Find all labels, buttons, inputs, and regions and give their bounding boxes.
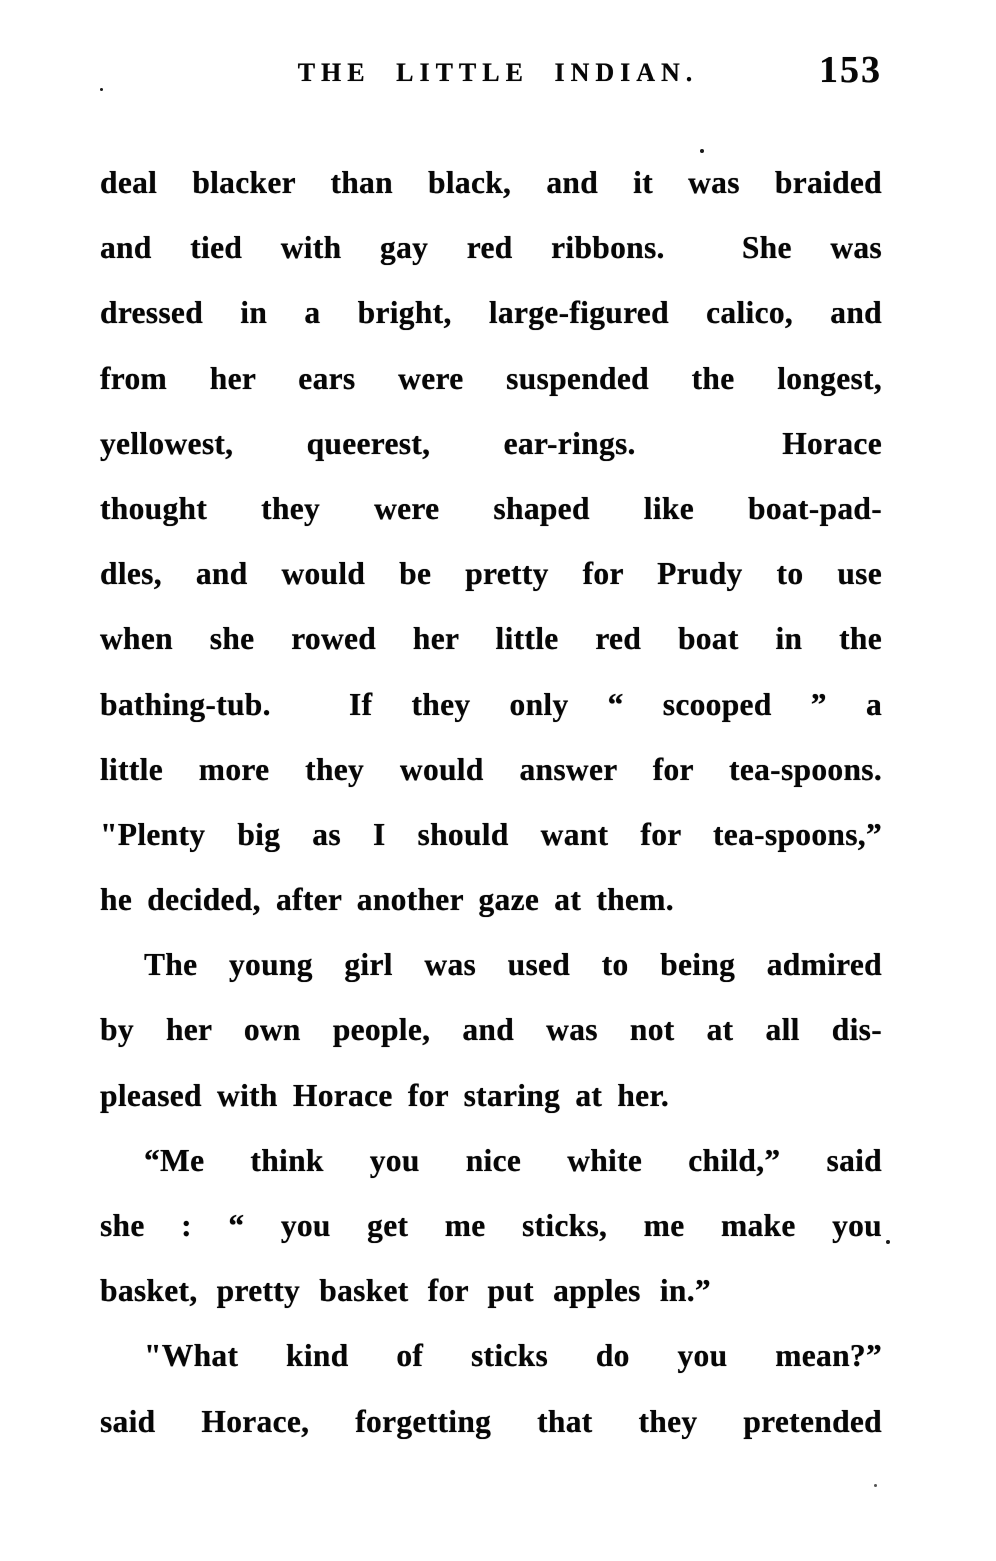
text-line: when she rowed her little red boat in the bbox=[100, 621, 882, 657]
text-line paragraph-start: “Me think you nice white child,” said bbox=[144, 1142, 882, 1178]
body-text-block bbox=[100, 150, 882, 1454]
text-line: yellowest, queerest, ear-rings. Horace bbox=[100, 425, 882, 461]
text-line paragraph-start: "What kind of sticks do you mean?” bbox=[144, 1338, 882, 1374]
text-line: dressed in a bright, large-figured calico, and bbox=[100, 295, 882, 331]
running-header-title: THE LITTLE INDIAN. bbox=[297, 58, 699, 87]
text-line: thought they were shaped like boat-pad- bbox=[100, 490, 882, 526]
text-line: she : “ you get me sticks, me make you bbox=[100, 1208, 882, 1243]
text-line: little more they would answer for tea-spoons. bbox=[100, 751, 882, 787]
text-line: dles, and would be pretty for Prudy to use bbox=[100, 556, 882, 592]
text-line: from her ears were suspended the longest, bbox=[100, 360, 882, 396]
page-number: 153 bbox=[819, 49, 882, 91]
text-line paragraph-start: The young girl was used to being admired bbox=[144, 947, 882, 983]
text-line: deal blacker than black, and it was braided bbox=[100, 165, 882, 200]
text-line: and tied with gay red ribbons. She was bbox=[100, 230, 882, 266]
ink-speck bbox=[100, 88, 103, 91]
ink-speck bbox=[886, 1240, 890, 1244]
text-line: "Plenty big as I should want for tea-spoons,” bbox=[100, 816, 882, 852]
text-line: said Horace, forgetting that they pretended bbox=[100, 1403, 882, 1439]
text-line paragraph-end: pleased with Horace for staring at her. bbox=[100, 1077, 670, 1113]
text-line paragraph-end: he decided, after another gaze at them. bbox=[100, 882, 674, 918]
text-line: by her own people, and was not at all dis- bbox=[100, 1012, 882, 1048]
ink-speck bbox=[874, 1484, 877, 1487]
ink-speck bbox=[700, 149, 704, 153]
text-line: bathing-tub. If they only “ scooped ” a bbox=[100, 686, 882, 722]
text-line paragraph-end: basket, pretty basket for put apples in.” bbox=[100, 1273, 711, 1309]
